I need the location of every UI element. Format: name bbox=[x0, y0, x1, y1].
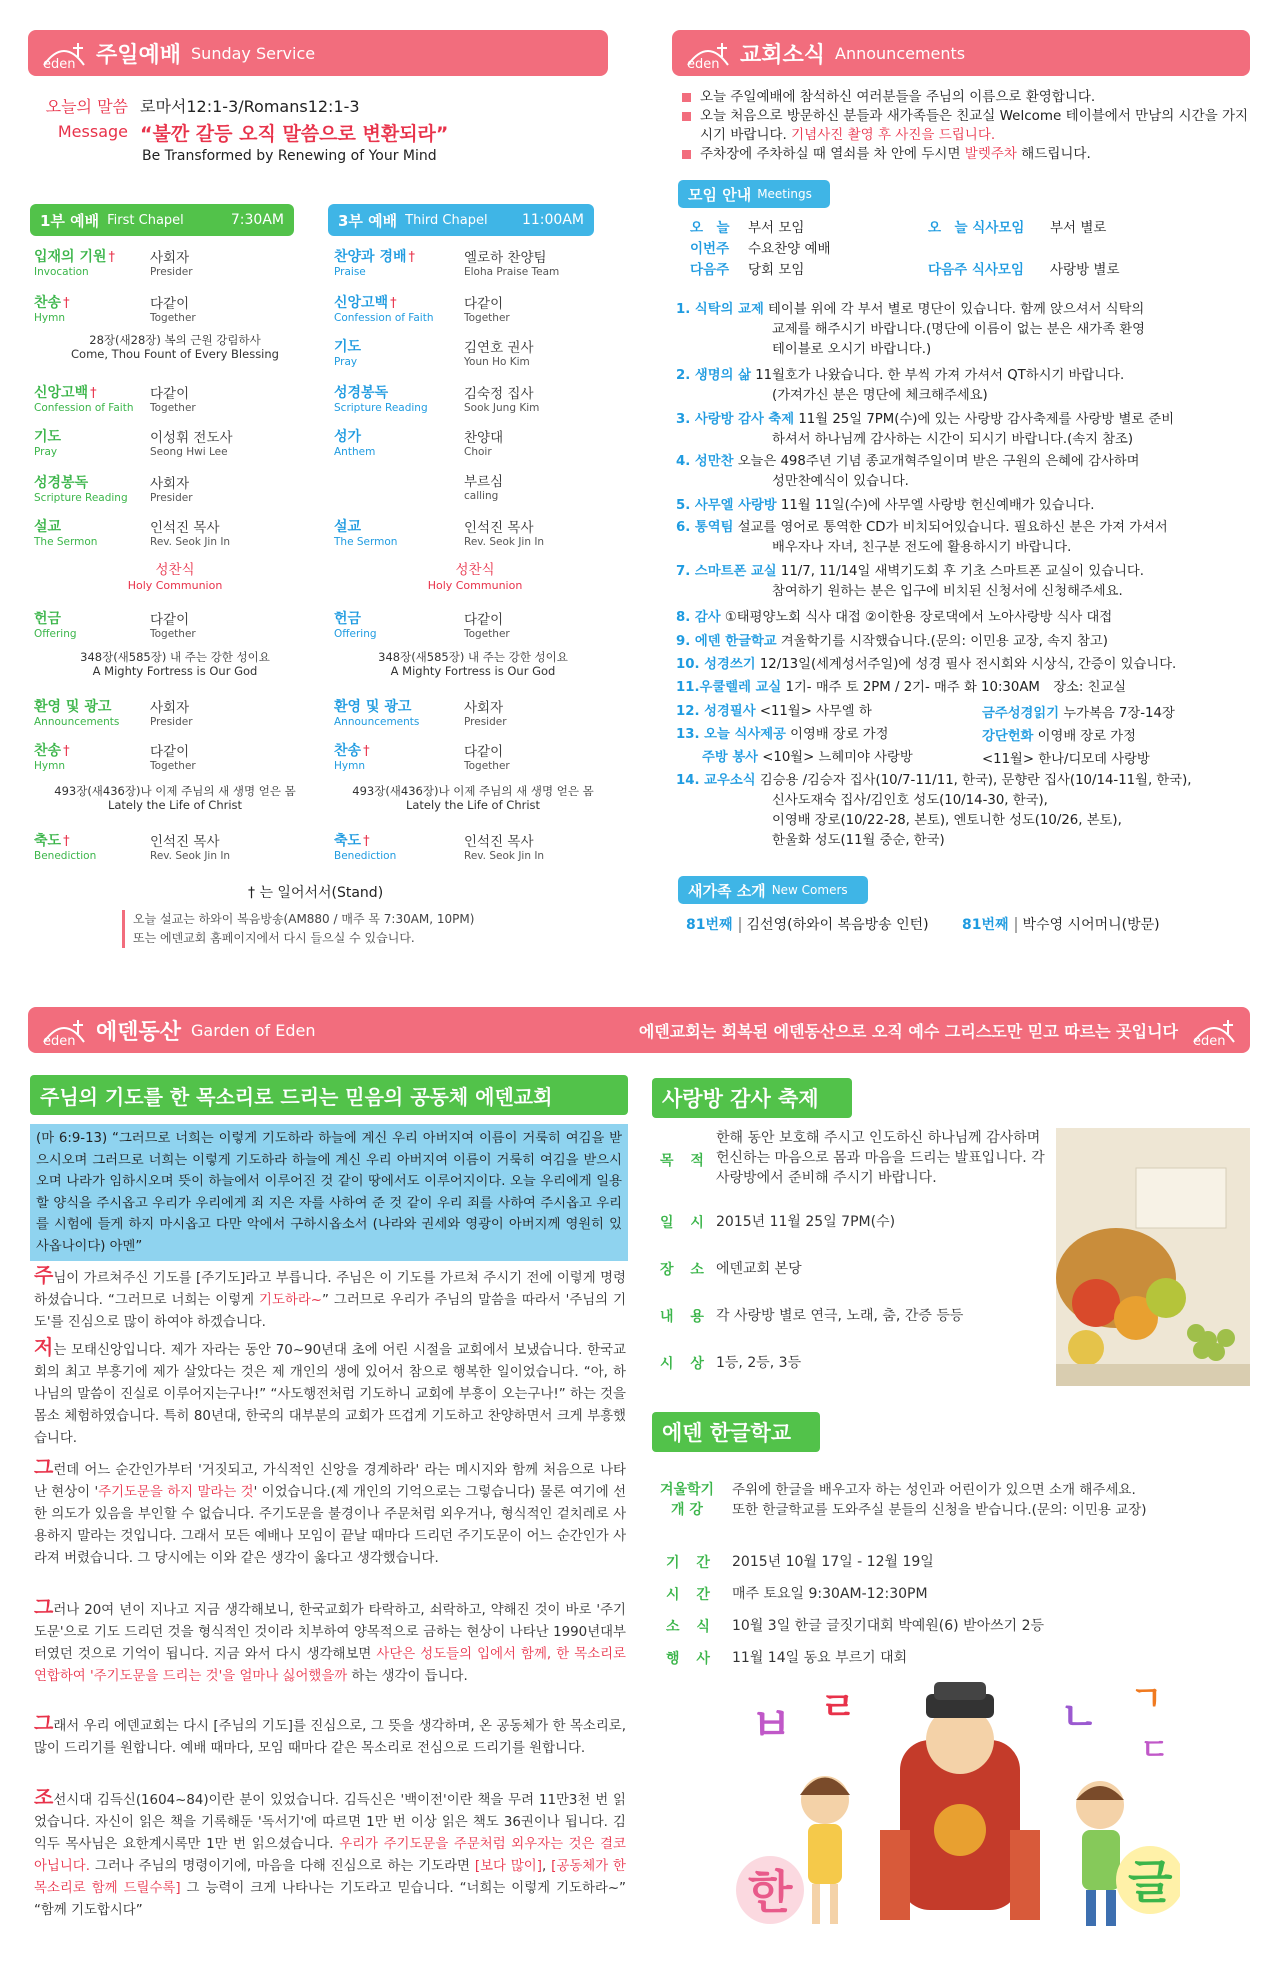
announcement-item: 8. 감사 ①태평양노회 식사 대접 ②이한용 장로댁에서 노아사랑방 식사 대접 bbox=[676, 610, 1113, 625]
harvest-fruit-image bbox=[1056, 1128, 1250, 1386]
sunday-title-en: Sunday Service bbox=[191, 43, 316, 63]
order-item: 축도 † Benediction bbox=[34, 833, 97, 862]
festival-label-content: 내 용 bbox=[660, 1309, 710, 1325]
meetings-left: 오 늘 부서 모임 이번주 수요찬양 예배 다음주 당회 모임 bbox=[690, 220, 831, 278]
hymn3-3: 493장(새436장)나 이제 주님의 새 생명 얻은 몸 Lately the Life of Christ bbox=[352, 784, 594, 812]
newcomers-pill: 새가족 소개 New Comers bbox=[678, 876, 868, 904]
announcements-title: 교회소식 bbox=[740, 42, 826, 68]
first-chapel-pill: 1부 예배 First Chapel 7:30AM bbox=[30, 204, 294, 236]
item13b-right: <11월> 한나/디모데 사랑방 bbox=[982, 752, 1150, 767]
broadcast-note: 오늘 설교는 하와이 복음방송(AM880 / 매주 목 7:30AM, 10PM) 또는 에덴교회 홈페이지에서 다시 들으실 수 있습니다. bbox=[122, 910, 474, 948]
order-person: 김숙정 집사 Sook Jung Kim bbox=[464, 386, 540, 414]
school-label-period: 기 간 bbox=[666, 1555, 716, 1571]
hymn3-1: 493장(새436장)나 이제 주님의 새 생명 얻은 몸 Lately the Life of Christ bbox=[54, 784, 296, 812]
announcement-item: 12. 성경필사 <11월> 사무엘 하 bbox=[676, 704, 872, 719]
announcement-bullets bbox=[680, 88, 1250, 164]
order-item: 신앙고백 † Confession of Faith bbox=[34, 385, 134, 414]
school-label-time: 시 간 bbox=[666, 1587, 716, 1603]
school-intro: 주위에 한글을 배우고자 하는 성인과 어린이가 있으면 소개 해주세요. 또한 한글학교를 도와주실 분들의 신청을 받습니다.(문의: 이민용 교장) bbox=[732, 1482, 1147, 1518]
order-item: 찬송 † Hymn bbox=[34, 743, 70, 772]
announcement-item: 4. 성만찬 오늘은 498주년 기념 종교개혁주일이며 받은 구원의 은혜에 감사하며 성만찬예식이 있습니다. bbox=[676, 454, 1140, 489]
sermon-title-en: Be Transformed by Renewing of Your Mind bbox=[142, 148, 437, 164]
school-intro-label: 겨울학기 개 강 bbox=[659, 1482, 715, 1518]
order-person: 인석진 목사 Rev. Seok Jin In bbox=[464, 834, 545, 862]
announcements-header bbox=[672, 30, 1250, 76]
order-person: 다같이 Together bbox=[150, 612, 196, 640]
scripture: 로마서12:1-3/Romans12:1-3 bbox=[140, 97, 360, 116]
eden-logo-icon bbox=[38, 35, 90, 71]
announcement-item: 1. 식탁의 교제 테이블 위에 각 부서 별로 명단이 있습니다. 함께 앉으셔서 식탁의 교제를 해주시기 바랍니다.(명단에 이름이 없는 분은 새가족 환영 테이블로 오시기 바랍니다.) bbox=[676, 302, 1145, 357]
communion-1: 성찬식 Holy Communion bbox=[127, 562, 223, 592]
order-item: 환영 및 광고 Announcements bbox=[334, 699, 420, 728]
school-event: 11월 14일 동요 부르기 대회 bbox=[732, 1650, 908, 1666]
meetings-right: 오 늘 식사모임 부서 별로 다음주 식사모임 사랑방 별로 bbox=[928, 220, 1120, 278]
order-item: 헌금 Offering bbox=[34, 611, 77, 640]
bullet-3: 주차장에 주차하실 때 열쇠를 차 안에 두시면 발렛주차 해드립니다. bbox=[680, 145, 1250, 164]
newcomer-2: 81번째 박수영 시어머니(방문) bbox=[962, 917, 1160, 933]
dagger-icon: † bbox=[90, 386, 97, 401]
garden-motto: 에덴교회는 회복된 에덴동산으로 오직 예수 그리스도만 믿고 따르는 곳입니다 bbox=[638, 1021, 1178, 1041]
school-news: 10월 3일 한글 글짓기대회 박예원(6) 받아쓰기 2등 bbox=[732, 1618, 1045, 1634]
order-person: 인석진 목사 Rev. Seok Jin In bbox=[150, 834, 231, 862]
jamo-digeut: ㄷ bbox=[1140, 1733, 1169, 1768]
eden-logo-icon bbox=[682, 35, 734, 71]
meetings-pill: 모임 안내 Meetings bbox=[678, 180, 830, 208]
school-banner: 에덴 한글학교 bbox=[652, 1412, 820, 1452]
paragraph-3: 그런데 어느 순간인가부터 '거짓되고, 가식적인 신앙을 경계하라' 라는 메시지와 함께 처음으로 나타난 현상이 '주기도문을 하지 말라는 것' 이었습니다.(제 개인의 기억으로는 그렇습니다) 물론 여기에 선한 의도가 있음을 부인할 수 없습니다. 주기도문을 불경이나 주문처럼 외우거나, 형식적인 겉치레로 사용하지 말라는 것입니다. 그래서 모든 예배나 모임이 끝날 때마다 드리던 주기도문이 어느 순간인가 사라져 버렸습니다. 그 당시에는 이와 같은 생각이 옳다고 생각했습니다. bbox=[34, 1455, 627, 1566]
prayer-quote: (마 6:9-13) “그러므로 너희는 이렇게 기도하라 하늘에 계신 우리 아버지여 이름이 거룩히 여김을 받으시오며 그러므로 너희는 이렇게 기도하라 하늘에 계신 우리 아버지여 이름이 거룩히 여김을 받으시오며 나라가 임하시오며 뜻이 하늘에서 이루어진 것 같이 땅에서도 이루어지이다. 오늘 우리에게 일용할 양식을 주시옵고 우리가 우리에게 죄 지은 자를 사하여 준 것 같이 우리 죄를 사하여 주시옵고 우리를 시험에 들게 하지 마시옵고 다만 악에서 구하시옵소서 (나라와 권세와 영광이 아버지께 영원히 있사옵나이다) 아멘” bbox=[30, 1124, 628, 1261]
item12-right: 금주성경읽기 누가복음 7장-14장 bbox=[982, 706, 1175, 721]
garden-header bbox=[28, 1007, 1250, 1053]
jamo-giyeok: ㄱ bbox=[1130, 1680, 1163, 1719]
festival-award: 1등, 2등, 3등 bbox=[716, 1355, 802, 1371]
order-item: 설교 The Sermon bbox=[34, 519, 98, 548]
dagger-icon: † bbox=[108, 250, 115, 265]
announcement-item: 7. 스마트폰 교실 11/7, 11/14일 새벽기도회 후 기초 스마트폰 교실이 있습니다. 참여하기 원하는 분은 입구에 비치된 신청서에 신청해주세요. bbox=[676, 564, 1144, 599]
order-person: 찬양대 Choir bbox=[464, 430, 504, 458]
festival-label-purpose: 목 적 bbox=[660, 1153, 710, 1169]
order-item: 신앙고백 † Confession of Faith bbox=[334, 295, 434, 324]
jamo-nieun: ㄴ bbox=[1060, 1694, 1099, 1740]
order-person: 인석진 목사 Rev. Seok Jin In bbox=[150, 520, 231, 548]
order-item: 설교 The Sermon bbox=[334, 519, 398, 548]
eden-logo-icon bbox=[38, 1012, 90, 1048]
third-chapel-pill: 3부 예배 Third Chapel 11:00AM bbox=[328, 204, 594, 236]
announcement-item: 3. 사랑방 감사 축제 11월 25일 7PM(수)에 있는 사랑방 감사축제를 사랑방 별로 준비 하셔서 하나님께 감사하는 시간이 되시기 바랍니다.(속지 참조) bbox=[676, 412, 1175, 447]
sunday-title: 주일예배 bbox=[96, 42, 182, 68]
dagger-icon: † bbox=[363, 744, 370, 759]
svg-text:eden: eden bbox=[43, 57, 76, 71]
paragraph-5: 그래서 우리 에덴교회는 다시 [주님의 기도]를 진심으로, 그 뜻을 생각하며, 온 공동체가 한 목소리로, 많이 드리기를 원합니다. 예배 때마다, 모임 때마다 같은 목소리로 전심으로 드리기를 원합니다. bbox=[34, 1711, 626, 1756]
festival-label-award: 시 상 bbox=[660, 1356, 710, 1372]
order-item: 성경봉독 Scripture Reading bbox=[334, 385, 428, 414]
hymn1: 28장(새28장) 복의 근원 강림하사 Come, Thou Fount of Every Blessing bbox=[71, 333, 279, 361]
dagger-icon: † bbox=[63, 296, 70, 311]
jamo-rieul: ㄹ bbox=[820, 1685, 857, 1729]
announcement-item: 11.우쿨렐레 교실 1기- 매주 토 2PM / 2기- 매주 화 10:30AM 장소: 친교실 bbox=[676, 680, 1127, 695]
announcement-item: 6. 통역팀 설교를 영어로 통역한 CD가 비치되어있습니다. 필요하신 분은 가져 가셔서 배우자나 자녀, 친구분 전도에 활용하시기 바랍니다. bbox=[676, 520, 1168, 555]
announcement-item: 13. 오늘 식사제공 이영배 장로 가정 bbox=[676, 727, 889, 742]
school-label-event: 행 사 bbox=[666, 1651, 716, 1667]
festival-date: 2015년 11월 25일 7PM(수) bbox=[716, 1214, 896, 1230]
newcomer-1: 81번째 김선영(하와이 복음방송 인턴) bbox=[686, 917, 929, 933]
announcement-item: 9. 에덴 한글학교 겨울학기를 시작했습니다.(문의: 이민용 교장, 속지 참고) bbox=[676, 634, 1108, 649]
school-time: 매주 토요일 9:30AM-12:30PM bbox=[732, 1586, 928, 1602]
order-item: 성경봉독 Scripture Reading bbox=[34, 475, 128, 504]
order-item: 성가 Anthem bbox=[334, 429, 376, 458]
dagger-icon: † bbox=[63, 834, 70, 849]
order-person: 다같이 Together bbox=[464, 612, 510, 640]
announcement-item: 14. 교우소식 김승용 /김승자 집사(10/7-11/11, 한국), 문향란 집사(10/14-11월, 한국), 신사도재숙 집사/김인호 성도(10/14-30, 한국), 이영배 장로(10/22-28, 본토), 엔토니한 성도(10/26, 본토), 한울화 성도(11월 중순, 한국) bbox=[676, 773, 1192, 848]
order-item: 환영 및 광고 Announcements bbox=[34, 699, 120, 728]
order-person: 사회자 Presider bbox=[150, 700, 193, 728]
dagger-icon: † bbox=[408, 250, 415, 265]
article-title: 주님의 기도를 한 목소리로 드리는 믿음의 공동체 에덴교회 bbox=[30, 1075, 628, 1115]
svg-text:eden: eden bbox=[43, 1034, 76, 1048]
dagger-icon: † bbox=[363, 834, 370, 849]
order-item: 입재의 기원 † Invocation bbox=[34, 249, 115, 278]
festival-content: 각 사랑방 별로 연극, 노래, 춤, 간증 등등 bbox=[716, 1308, 964, 1324]
paragraph-2: 저는 모태신앙입니다. 제가 자라는 동안 70~90년대 초에 어린 시절을 교회에서 보냈습니다. 한국교회의 최고 부흥기에 제가 살았다는 것은 제 개인의 생에 있어서 참으로 행복한 일이었습니다. “아, 하나님의 말씀이 진실로 이루어지는구나!” “사도행전처럼 기도하니 교회에 부흥이 오는구나!” 하는 것을 몸소 체험하였습니다. 특히 80년대, 한국의 대부분의 교회가 뜨겁게 기도하고 찬양하면서 크게 부흥했습니다. bbox=[34, 1335, 626, 1446]
festival-purpose: 한해 동안 보호해 주시고 인도하신 하나님께 감사하며 헌신하는 마음으로 몸과 마음을 드리는 발표입니다. 각 사랑방에서 준비해 주시기 바랍니다. bbox=[716, 1130, 1045, 1186]
communion-3: 성찬식 Holy Communion bbox=[427, 562, 523, 592]
bullet-1: 오늘 주일예배에 참석하신 여러분들을 주님의 이름으로 환영합니다. bbox=[680, 88, 1250, 107]
festival-banner: 사랑방 감사 축제 bbox=[652, 1078, 852, 1118]
order-person: 사회자 Presider bbox=[150, 250, 193, 278]
announcements-title-en: Announcements bbox=[835, 43, 966, 63]
festival-label-date: 일 시 bbox=[660, 1215, 710, 1231]
hangul-illustration bbox=[730, 1680, 1180, 1950]
paragraph-4: 그러나 20여 년이 지나고 지금 생각해보니, 한국교회가 타락하고, 쇠락하고, 약해진 것이 바로 '주기도문'으로 기도 드리던 것을 형식적인 것이라 치부하여 양목적으로 금하는 현상이 나타난 1990년대부터였던 것으로 기억이 됩니다. 지금 와서 다시 생각해보면 사단은 성도들의 입에서 함께, 한 목소리로 연합하여 '주기도문을 드리는 것'을 얼마나 싫어했을까 하는 생각이 듭니다. bbox=[34, 1595, 626, 1684]
announcement-item: 주방 봉사 <10월> 느헤미야 사랑방 bbox=[702, 750, 913, 765]
festival-place: 에덴교회 본당 bbox=[716, 1261, 802, 1277]
order-item: 기도 Pray bbox=[34, 429, 62, 458]
order-item: 찬송 † Hymn bbox=[334, 743, 370, 772]
geul-char: 글 bbox=[1128, 1855, 1173, 1909]
jamo-bieup: ㅂ bbox=[750, 1700, 793, 1751]
order-person: 이성휘 전도사 Seong Hwi Lee bbox=[150, 430, 233, 458]
sermon-title: “불깐 갈등 오직 말씀으로 변환되라” bbox=[140, 123, 449, 145]
order-item: 찬양과 경배 † Praise bbox=[334, 249, 415, 278]
order-person: 부르심 calling bbox=[464, 474, 504, 502]
item13-right: 강단헌화 이영배 장로 가정 bbox=[982, 729, 1136, 744]
order-person: 엘로하 찬양팀 Eloha Praise Team bbox=[464, 250, 560, 278]
garden-title: 에덴동산 bbox=[96, 1019, 182, 1045]
order-person: 김연호 권사 Youn Ho Kim bbox=[464, 340, 534, 368]
sunday-header bbox=[28, 30, 608, 76]
announcement-item: 10. 성경쓰기 12/13일(세계성서주일)에 성경 필사 전시회와 시상식, 간증이 있습니다. bbox=[676, 657, 1177, 672]
school-label-news: 소 식 bbox=[666, 1619, 716, 1635]
svg-text:eden: eden bbox=[687, 57, 720, 71]
order-person: 사회자 Presider bbox=[150, 476, 193, 504]
order-person: 사회자 Presider bbox=[464, 700, 507, 728]
svg-text:eden: eden bbox=[1193, 1034, 1226, 1048]
hymn2-1: 348장(새585장) 내 주는 강한 성이요 A Mighty Fortress is Our God bbox=[80, 650, 270, 678]
order-person: 다같이 Together bbox=[464, 296, 510, 324]
paragraph-1: 주님이 가르쳐주신 기도를 [주기도]라고 부릅니다. 주님은 이 기도를 가르쳐 주시기 전에 이렇게 명령하셨습니다. “그러므로 너희는 이렇게 기도하라~” 그러므로 우리가 주님의 말씀을 따라서 '주님의 기도'를 진심으로 많이 하여야 하겠습니다. bbox=[34, 1263, 627, 1330]
order-item: 기도 Pray bbox=[334, 339, 362, 368]
festival-label-place: 장 소 bbox=[660, 1262, 710, 1278]
han-char: 한 bbox=[748, 1865, 793, 1919]
message-label: 오늘의 말씀 Message bbox=[45, 97, 128, 141]
order-item: 헌금 Offering bbox=[334, 611, 377, 640]
order-person: 인석진 목사 Rev. Seok Jin In bbox=[464, 520, 545, 548]
announcement-item: 5. 사무엘 사랑방 11월 11일(수)에 사무엘 사랑방 헌신예배가 있습니다. bbox=[676, 498, 1095, 513]
bullet-2: 오늘 처음으로 방문하신 분들과 새가족들은 친교실 Welcome 테이블에서 만남의 시간을 가지시기 바랍니다. 기념사진 촬영 후 사진을 드립니다. bbox=[680, 107, 1250, 145]
order-person: 다같이 Together bbox=[464, 744, 510, 772]
order-person: 다같이 Together bbox=[150, 386, 196, 414]
school-period: 2015년 10월 17일 - 12월 19일 bbox=[732, 1554, 934, 1570]
order-person: 다같이 Together bbox=[150, 296, 196, 324]
dagger-icon: † bbox=[390, 296, 397, 311]
order-person: 다같이 Together bbox=[150, 744, 196, 772]
announcement-item: 2. 생명의 삶 11월호가 나왔습니다. 한 부씩 가져 가셔서 QT하시기 바랍니다. (가져가신 분은 명단에 체크해주세요) bbox=[676, 368, 1125, 403]
garden-title-en: Garden of Eden bbox=[191, 1020, 316, 1040]
paragraph-6: 조선시대 김득신(1604~84)이란 분이 있었습니다. 김득신은 '백이전'이란 책을 무려 11만3천 번 읽었습니다. 자신이 읽은 책을 기록해둔 '독서기'에 따르면 1만 번 이상 읽은 책도 36권이나 됩니다. 김익두 목사님은 요한계시록만 1만 번 읽으셨습니다. 우리가 주기도문을 주문처럼 외우자는 것은 결코 아닙니다. 그러나 주님의 명령이기에, 마음을 다해 진심으로 하는 기도라면 [보다 많이], [공동체가 한 목소리로 함께 드릴수록] 그 능력이 크게 나타나는 기도라고 믿습니다. “너희는 이렇게 기도하라~” “함께 기도합시다” bbox=[34, 1785, 626, 1918]
dagger-icon: † bbox=[63, 744, 70, 759]
eden-logo-icon bbox=[1188, 1012, 1240, 1048]
hymn2-3: 348장(새585장) 내 주는 강한 성이요 A Mighty Fortress is Our God bbox=[378, 650, 568, 678]
stand-note: † 는 일어서서(Stand) bbox=[248, 885, 384, 901]
order-item: 찬송 † Hymn bbox=[34, 295, 70, 324]
order-item: 축도 † Benediction bbox=[334, 833, 397, 862]
